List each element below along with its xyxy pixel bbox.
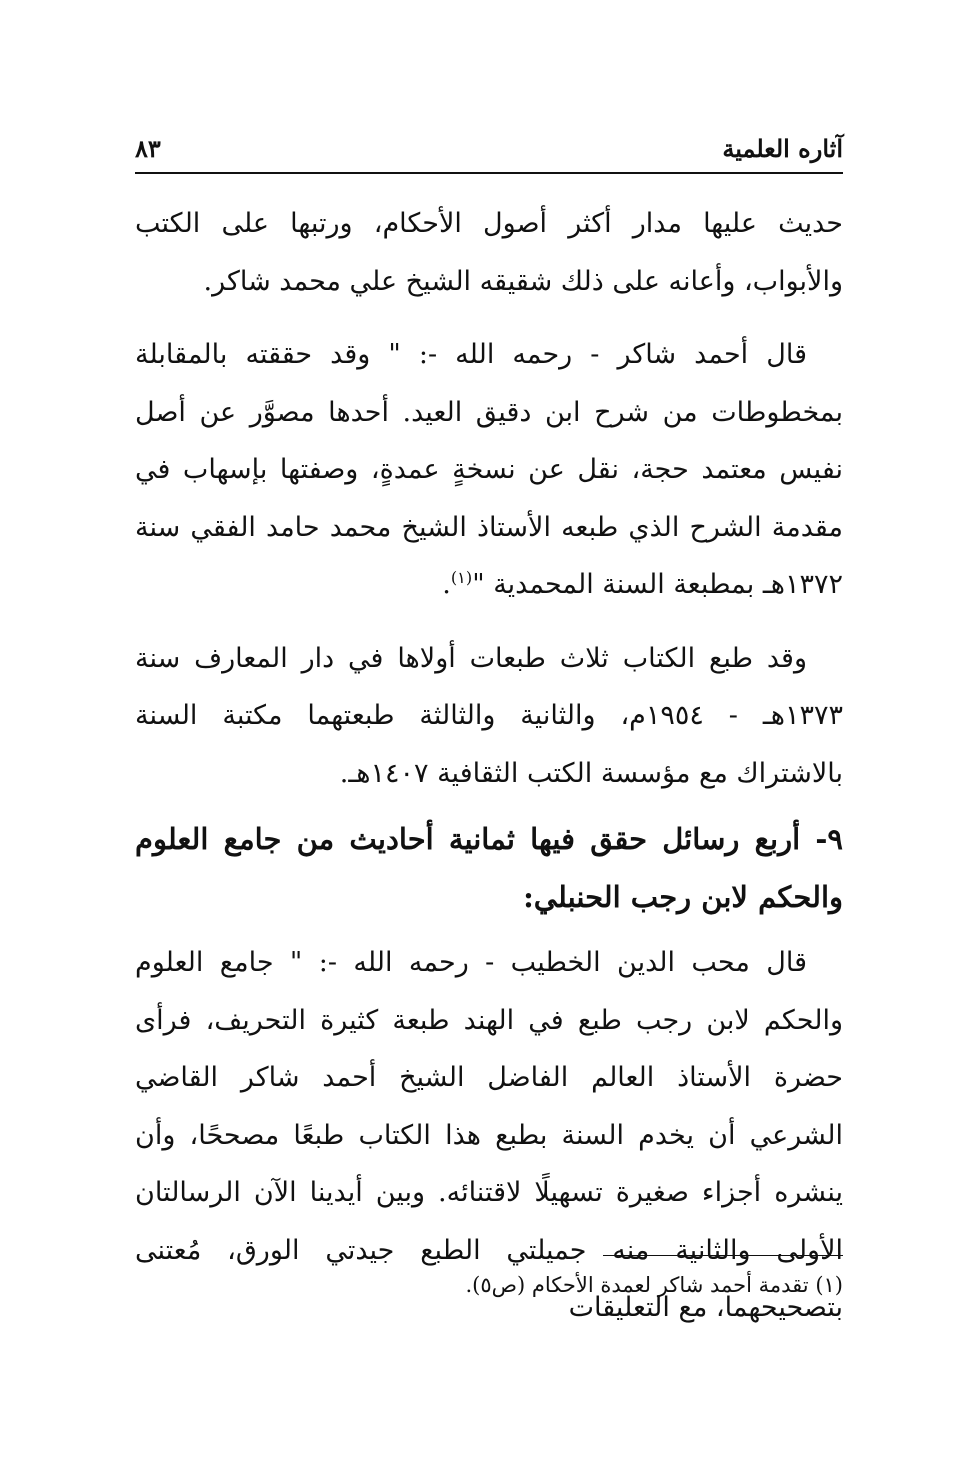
- paragraph-text: قال أحمد شاكر - رحمه الله -: " وقد حققته بالمقابلة بمخطوطات من شرح ابن دقيق العيد. أحدها مصوَّر عن أصل نفيس معتمد حجة، نقل عن نسخةٍ عمدةٍ، وصفتها بإسهاب في مقدمة الشرح الذي طبعه الأستاذ الشيخ محمد حامد الفقي سنة ١٣٧٢هـ بمطبعة السنة المحمدية ": [135, 339, 843, 600]
- section-heading: ٩- أربع رسائل حقق فيها ثمانية أحاديث من جامع العلوم والحكم لابن رجب الحنبلي:: [135, 822, 843, 914]
- running-title: آثاره العلمية: [722, 133, 843, 163]
- footnote-rule: [603, 1255, 843, 1256]
- footnote-ref[interactable]: (١): [450, 568, 473, 587]
- body-text: [135, 195, 843, 1337]
- paragraph-muhib-al-din-quote: قال محب الدين الخطيب - رحمه الله -: " جامع العلوم والحكم لابن رجب طبع في الهند طبعة كثيرة التحريف، فرأى حضرة الأستاذ العالم الفاضل الشيخ أحمد شاكر القاضي الشرعي أن يخدم السنة بطبع هذا الكتاب طبعًا مصححًا، وأن ينشره أجزاء صغيرة تسهيلًا لاقتنائه. وبين أيدينا الآن الرسالتان الأولى والثانية منه جميلتي الطبع جيدتي الورق، مُعتنى بتصحيحهما، مع التعليقات: [135, 947, 843, 1323]
- paragraph-ahmad-shakir-quote: [135, 326, 843, 614]
- page-number: ٨٣: [135, 133, 161, 163]
- page-header: [135, 128, 843, 168]
- paragraph-continuation: حديث عليها مدار أكثر أصول الأحكام، ورتبها على الكتب والأبواب، وأعانه على ذلك شقيقه الشيخ علي محمد شاكر.: [135, 208, 843, 297]
- header-rule: [135, 172, 843, 174]
- footnote: (١) تقدمة أحمد شاكر لعمدة الأحكام (ص٥).: [465, 1273, 843, 1297]
- paragraph-editions: وقد طبع الكتاب ثلاث طبعات أولاها في دار المعارف سنة ١٣٧٣هـ - ١٩٥٤م، والثانية والثالثة طبعتهما مكتبة السنة بالاشتراك مع مؤسسة الكتب الثقافية ١٤٠٧هـ.: [135, 642, 843, 789]
- paragraph-tail: .: [442, 569, 451, 600]
